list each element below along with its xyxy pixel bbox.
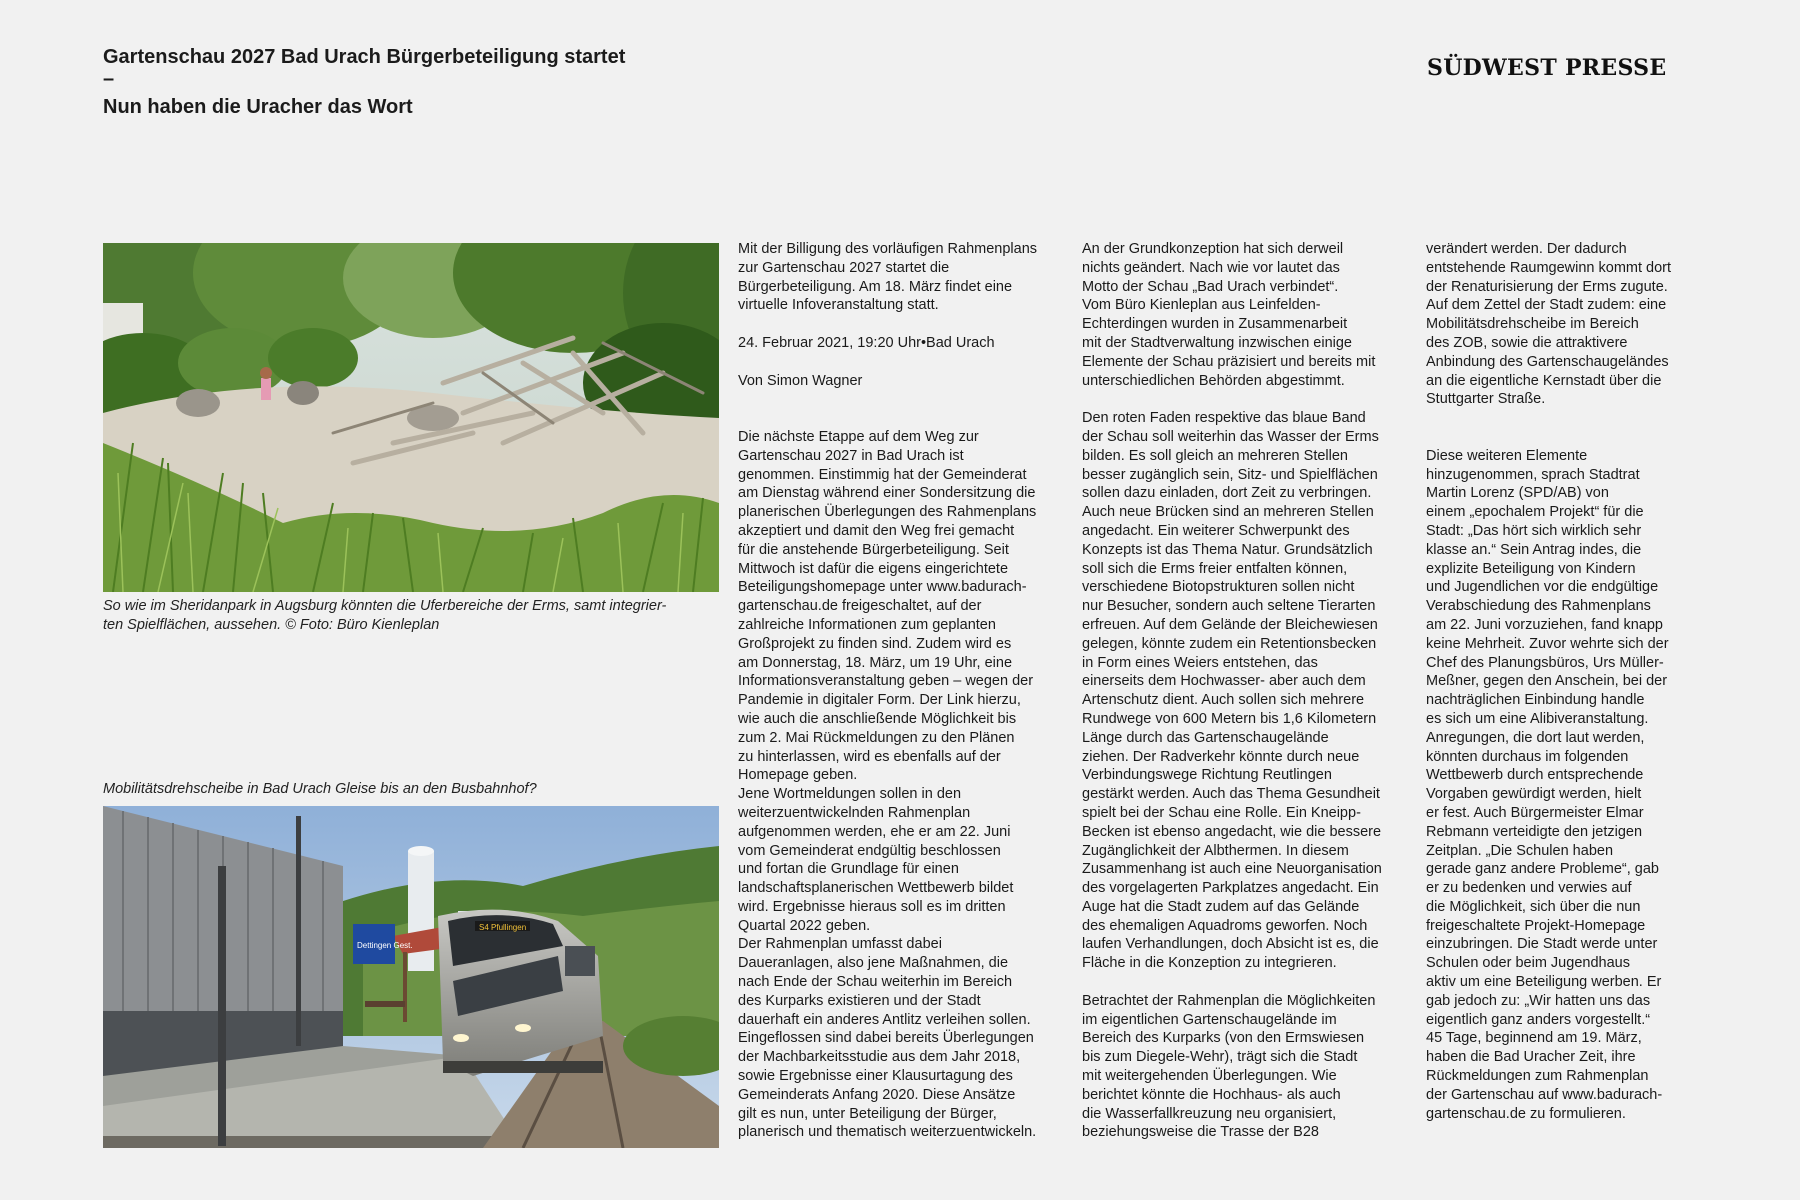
article-byline: Von Simon Wagner: [738, 372, 863, 389]
article-paragraph-concept: An der Grundkonzeption hat sich derweil nichts geändert. Nach wie vor lautet das Motto der Schau „Bad Urach verbindet“. Vom Büro Kienleplan aus Leinfelden- Echterdingen wurden in Zusammenarbeit mit der Stadtverwaltung inzwischen einige Elemente der Schau präzisiert und bereits mit unterschiedlichen Behörden abgestimmt.: [1082, 241, 1376, 389]
article-dateline: 24. Februar 2021, 19:20 Uhr•Bad Urach: [738, 334, 995, 351]
article-column-3: [1426, 240, 1726, 1123]
article-column-1: [738, 240, 1073, 1142]
station-sign-text: Dettingen Gest.: [357, 941, 413, 950]
headline: [103, 44, 743, 120]
tram-destination-text: S4 Pfullingen: [479, 923, 527, 932]
tram-station-photo: [103, 806, 719, 1148]
article-paragraph-framework: Betrachtet der Rahmenplan die Möglichkeiten im eigentlichen Gartenschaugelände im Bereich des Kurparks (von den Ermswiesen bis zum Diegele-Wehr), trägt sich die Stadt mit weitergehenden Überlegungen. Wie berichtet könnte die Hochhaus- als auch die Wasserfallkreuzung neu organisiert, beziehungsweise die Trasse der B28: [1082, 992, 1376, 1141]
article-paragraph-water: Den roten Faden respektive das blaue Band der Schau soll weiterhin das Wasser der Erms bilden. Es soll gleich an mehreren Stellen besser zugänglich sein, Sitz- und Spielflächen sollen dazu einladen, dort Zeit zu verbringen. Auch neue Brücken sind an mehreren Stellen angedacht. Ein weiterer Schwerpunkt des Konzepts ist das Thema Natur. Grundsätzlich soll sich die Erms freier entfalten können, verschiedene Biotopstrukturen sollen nicht nur Besucher, sondern auch seltene Tierarten erfreuen. Auf dem Gelände der Bleichewiesen gelegen, könnte zudem ein Retentionsbecken in Form eines Weiers entstehen, das einerseits dem Hochwasser- aber auch dem Artenschutz dient. Auch sollen sich mehrere Rundwege von 600 Metern bis 1,6 Kilometern Länge durch das Gartenschaugelände ziehen. Der Radverkehr könnte durch neue Verbindungswege Richtung Reutlingen gestärkt werden. Auch das Thema Gesundheit spielt bei der Schau eine Rolle. Ein Kneipp- Becken ist ebenso angedacht, wie die bessere Zugänglichkeit der Albthermen. In diesem Zusammenhang ist auch eine Neuorganisation des vorgelagerten Parkplatzes angedacht. Ein Auge hat die Stadt zudem auf das Gelände des ehemaligen Aquadroms geworfen. Noch laufen Verhandlungen, doch Absicht ist es, die Fläche in die Konzeption zu integrieren.: [1082, 410, 1382, 972]
publication-logo: SÜDWEST PRESSE: [1427, 55, 1667, 81]
headline-line-1: Gartenschau 2027 Bad Urach Bürgerbeteiligung startet: [103, 46, 626, 68]
article-column-2: [1082, 240, 1414, 1142]
headline-line-2: Nun haben die Uracher das Wort: [103, 96, 413, 118]
photo-caption-mobility: Mobilitätsdrehscheibe in Bad Urach Gleise bis an den Busbahnhof?: [103, 781, 537, 797]
article-paragraph-council: Diese weiteren Elemente hinzugenommen, sprach Stadtrat Martin Lorenz (SPD/AB) von einem „epochalem Projekt“ für die Stadt: „Das hört sich wirklich sehr klasse an.“ Sein Antrag indes, die explizite Beteiligung von Kindern und Jugendlichen vor die endgültige Verabschiedung des Rahmenplans am 22. Juni vorzuziehen, fand knapp keine Mehrheit. Zuvor wehrte sich der Chef des Planungsbüros, Urs Müller- Meßner, gegen den Anschein, bei der nachträglichen Einbindung handle es sich um eine Alibiveranstaltung. Anregungen, die dort laut werden, könnten durchaus im folgenden Wettbewerb durch entsprechende Vorgaben gewürdigt werden, hielt er fest. Auch Bürgermeister Elmar Rebmann verteidigte den jetzigen Zeitplan. „Die Schulen haben gerade ganz andere Probleme“, gab er zu bedenken und verwies auf die Möglichkeit, sich über die nun freigeschaltete Projekt-Homepage einzubringen. Die Stadt werde unter Schulen oder beim Jugendhaus aktiv um eine Beteiligung werben. Er gab jedoch zu: „Wir hatten uns das eigentlich ganz anders vorgestellt.“ 45 Tage, beginnend am 19. März, haben die Bad Uracher Zeit, ihre Rückmeldungen zum Rahmenplan der Gartenschau auf www.badurach- gartenschau.de zu formulieren.: [1426, 447, 1669, 1122]
article-paragraph-mobility: verändert werden. Der dadurch entstehende Raumgewinn kommt dort der Renaturisierung der Erms zugute. Auf dem Zettel der Stadt zudem: eine Mobilitätsdrehscheibe im Bereich des ZOB, sowie die attraktivere Anbindung des Gartenschaugeländes an die eigentliche Kernstadt über die Stuttgarter Straße.: [1426, 241, 1672, 408]
photo-caption-riverside: [103, 597, 723, 635]
headline-dash: –: [103, 68, 115, 90]
article-body-column-1: Die nächste Etappe auf dem Weg zur Gartenschau 2027 in Bad Urach ist genommen. Einstimmig hat der Gemeinderat am Dienstag während einer Sondersitzung die planerischen Überlegungen des Rahmenplans akzeptiert und damit den Weg frei gemacht für die anstehende Bürgerbeteiligung. Seit Mittwoch ist dafür die eigens eingerichtete Beteiligungshomepage unter www.badurach- gartenschau.de freigeschaltet, auf der zahlreiche Informationen zum geplanten Großprojekt zu finden sind. Zudem wird es am Donnerstag, 18. März, um 19 Uhr, eine Informationsveranstaltung geben – wegen der Pandemie in digitaler Form. Der Link hierzu, wie auch die anschließende Möglichkeit bis zum 2. Mai Rückmeldungen zu den Plänen zu hinterlassen, wird es ebenfalls auf der Homepage geben. Jene Wortmeldungen sollen in den weiterzuentwickelnden Rahmenplan aufgenommen werden, ehe er am 22. Juni vom Gemeinderat endgültig beschlossen und fortan die Grundlage für einen landschaftsplanerischen Wettbewerb bildet wird. Ergebnisse hieraus soll es im dritten Quartal 2022 geben. Der Rahmenplan umfasst dabei Daueranlagen, also jene Maßnahmen, die nach Ende der Schau weiterhin im Bereich des Kurparks existieren und der Stadt dauerhaft ein anderes Antlitz verleihen sollen. Eingeflossen sind dabei bereits Überlegungen der Machbarkeitsstudie aus dem Jahr 2018, sowie Ergebnisse einer Klausurtagung des Gemeinderats Anfang 2020. Diese Ansätze gilt es nun, unter Beteiligung der Bürger, planerisch und thematisch weiterzuentwickeln.: [738, 428, 1037, 1141]
photo-caption-riverside-text: So wie im Sheridanpark in Augsburg könnten die Uferbereiche der Erms, samt integrier- ten Spielflächen, aussehen. © Foto: Büro Kienleplan: [103, 598, 667, 633]
article-lead: Mit der Billigung des vorläufigen Rahmenplans zur Gartenschau 2027 startet die Bürgerbeteiligung. Am 18. März findet eine virtuelle Infoveranstaltung statt.: [738, 241, 1038, 314]
riverside-playground-photo: [103, 243, 719, 592]
